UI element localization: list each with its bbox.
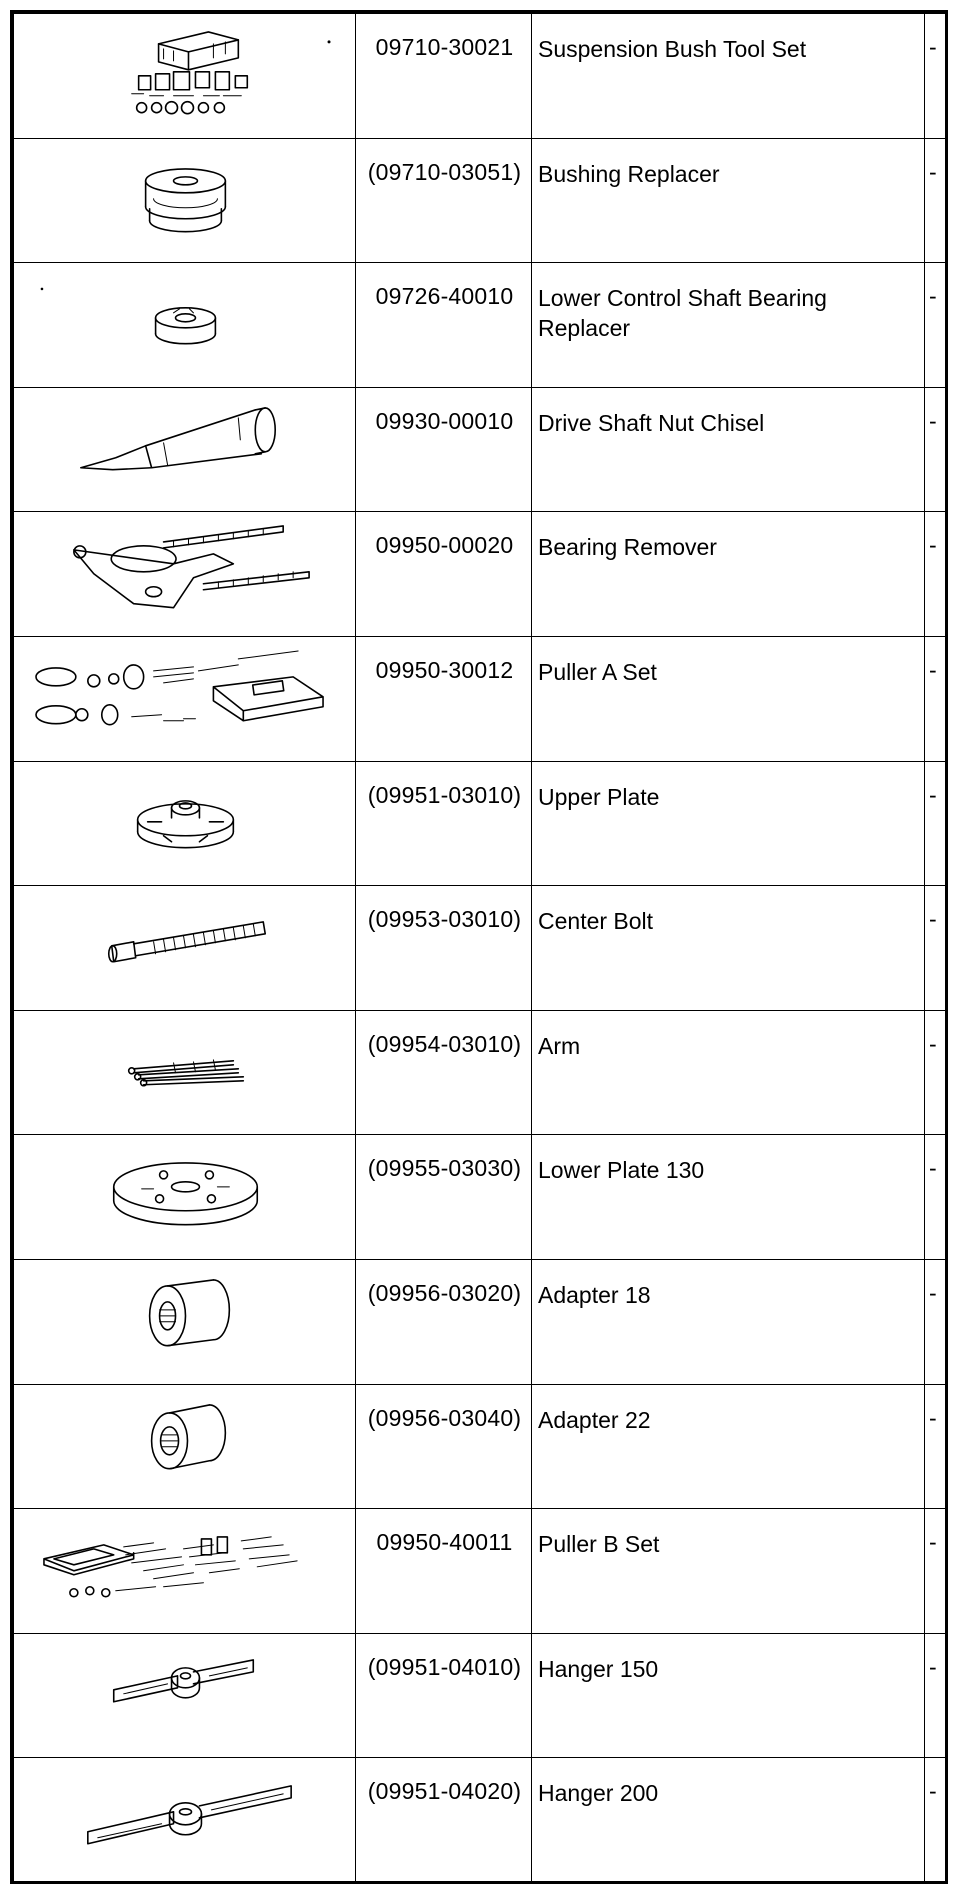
tool-name: Bushing Replacer bbox=[532, 138, 925, 263]
part-number: (09955-03030) bbox=[356, 1135, 532, 1260]
tool-illustration-cell bbox=[14, 263, 356, 388]
tool-note: - bbox=[925, 1384, 946, 1509]
tool-note: - bbox=[925, 1135, 946, 1260]
tool-illustration-cell bbox=[14, 1259, 356, 1384]
special-tools-sheet bbox=[10, 10, 948, 1884]
arm-drawing bbox=[14, 1011, 355, 1135]
tool-note: - bbox=[925, 387, 946, 512]
center-bolt-drawing bbox=[14, 886, 355, 1010]
bushing-replacer-drawing bbox=[14, 139, 355, 263]
tool-illustration-cell bbox=[14, 761, 356, 886]
tool-note: - bbox=[925, 1509, 946, 1634]
bearing-remover-drawing bbox=[14, 512, 355, 636]
tool-note: - bbox=[925, 263, 946, 388]
puller-a-set-drawing bbox=[14, 637, 355, 761]
table-row bbox=[14, 1509, 946, 1634]
bearing-replacer-drawing bbox=[14, 263, 355, 387]
part-number: (09951-03010) bbox=[356, 761, 532, 886]
part-number: 09950-00020 bbox=[356, 512, 532, 637]
adapter-22-drawing bbox=[14, 1385, 355, 1509]
part-number: 09710-30021 bbox=[356, 14, 532, 139]
table-row bbox=[14, 1633, 946, 1758]
tool-name: Hanger 150 bbox=[532, 1633, 925, 1758]
tool-name: Upper Plate bbox=[532, 761, 925, 886]
tool-name: Lower Plate 130 bbox=[532, 1135, 925, 1260]
tool-illustration-cell bbox=[14, 512, 356, 637]
table-row bbox=[14, 14, 946, 139]
part-number: 09930-00010 bbox=[356, 387, 532, 512]
tool-name: Puller B Set bbox=[532, 1509, 925, 1634]
tool-name: Suspension Bush Tool Set bbox=[532, 14, 925, 139]
hanger-150-drawing bbox=[14, 1634, 355, 1758]
tool-illustration-cell bbox=[14, 886, 356, 1011]
tool-illustration-cell bbox=[14, 1135, 356, 1260]
suspension-bush-tool-set-drawing bbox=[14, 14, 355, 138]
tool-illustration-cell bbox=[14, 1633, 356, 1758]
tool-name: Adapter 18 bbox=[532, 1259, 925, 1384]
hanger-200-drawing bbox=[14, 1758, 355, 1882]
part-number: (09951-04020) bbox=[356, 1758, 532, 1883]
part-number: (09956-03020) bbox=[356, 1259, 532, 1384]
tool-note: - bbox=[925, 512, 946, 637]
tool-note: - bbox=[925, 1259, 946, 1384]
part-number: (09956-03040) bbox=[356, 1384, 532, 1509]
tool-name: Puller A Set bbox=[532, 636, 925, 761]
tool-note: - bbox=[925, 1010, 946, 1135]
tool-illustration-cell bbox=[14, 1509, 356, 1634]
tool-illustration-cell bbox=[14, 636, 356, 761]
tool-note: - bbox=[925, 14, 946, 139]
tool-note: - bbox=[925, 886, 946, 1011]
tool-name: Center Bolt bbox=[532, 886, 925, 1011]
tool-note: - bbox=[925, 138, 946, 263]
tool-illustration-cell bbox=[14, 1010, 356, 1135]
tool-illustration-cell bbox=[14, 1758, 356, 1883]
table-row bbox=[14, 1758, 946, 1883]
tool-note: - bbox=[925, 761, 946, 886]
tool-name: Drive Shaft Nut Chisel bbox=[532, 387, 925, 512]
tool-name: Arm bbox=[532, 1010, 925, 1135]
lower-plate-drawing bbox=[14, 1135, 355, 1259]
upper-plate-drawing bbox=[14, 762, 355, 886]
table-row bbox=[14, 761, 946, 886]
table-row bbox=[14, 1010, 946, 1135]
tool-illustration-cell bbox=[14, 138, 356, 263]
table-row bbox=[14, 636, 946, 761]
table-row bbox=[14, 1384, 946, 1509]
part-number: 09950-30012 bbox=[356, 636, 532, 761]
tool-illustration-cell bbox=[14, 14, 356, 139]
part-number: (09954-03010) bbox=[356, 1010, 532, 1135]
chisel-drawing bbox=[14, 388, 355, 512]
tool-name: Bearing Remover bbox=[532, 512, 925, 637]
table-row bbox=[14, 1135, 946, 1260]
adapter-18-drawing bbox=[14, 1260, 355, 1384]
table-row bbox=[14, 263, 946, 388]
part-number: (09951-04010) bbox=[356, 1633, 532, 1758]
tool-name: Adapter 22 bbox=[532, 1384, 925, 1509]
table-row bbox=[14, 512, 946, 637]
tool-note: - bbox=[925, 1758, 946, 1883]
tool-note: - bbox=[925, 636, 946, 761]
part-number: (09953-03010) bbox=[356, 886, 532, 1011]
part-number: (09710-03051) bbox=[356, 138, 532, 263]
tool-illustration-cell bbox=[14, 387, 356, 512]
tool-name: Hanger 200 bbox=[532, 1758, 925, 1883]
table-row bbox=[14, 138, 946, 263]
part-number: 09950-40011 bbox=[356, 1509, 532, 1634]
table-row bbox=[14, 886, 946, 1011]
tool-name: Lower Control Shaft Bearing Replacer bbox=[532, 263, 925, 388]
tool-note: - bbox=[925, 1633, 946, 1758]
part-number: 09726-40010 bbox=[356, 263, 532, 388]
tool-illustration-cell bbox=[14, 1384, 356, 1509]
table-row bbox=[14, 1259, 946, 1384]
table-row bbox=[14, 387, 946, 512]
special-tools-table bbox=[13, 13, 946, 1883]
puller-b-set-drawing bbox=[14, 1509, 355, 1633]
